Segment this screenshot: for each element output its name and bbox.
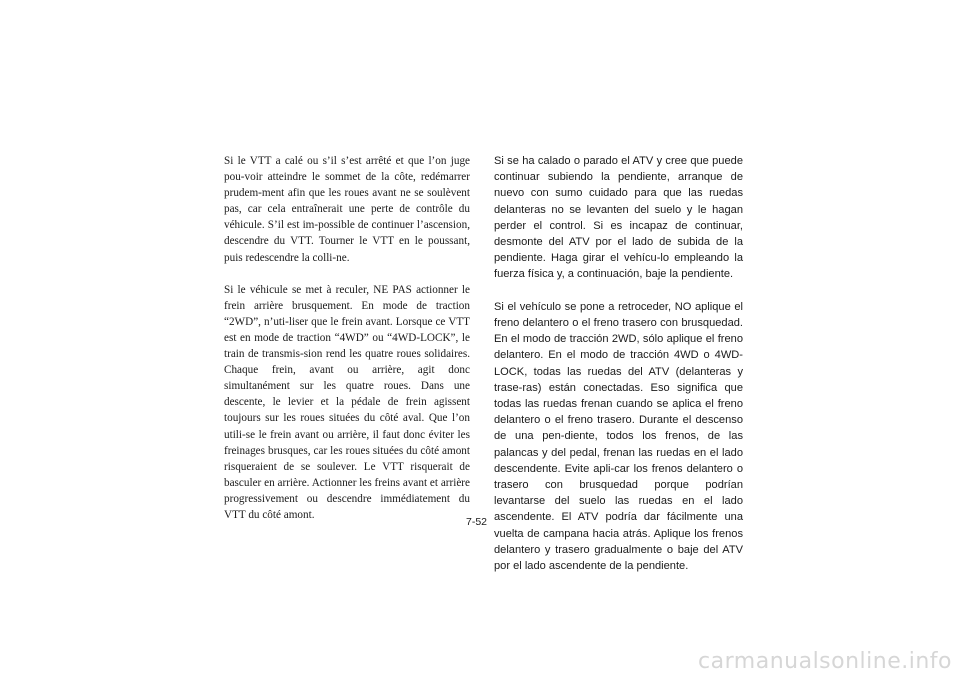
watermark: carmanualsonline.info [698, 649, 952, 674]
french-paragraph-rollback: Si le véhicule se met à reculer, NE PAS actionner le frein arrière brusquement. En mode de traction “2WD”, n’uti-liser que le frein avant. Lorsque ce VTT est en mode de traction “4WD” ou “4WD-LOCK”, le train de transmis-sion rend les quatre roues solidaires. Chaque frein, avant ou arrière, agit donc simultanément sur les quatre roues. Dans une descente, le levier et la pédale de frein agissent toujours sur les roues situées du côté aval. Que l’on utili-se le frein avant ou arrière, il faut donc éviter les freinages brusques, car les roues situées du côté amont risqueraient de se soulever. Le VTT risquerait de basculer en arrière. Actionner les freins avant et arrière progressivement ou descendre immédiatement du VTT du côté amont. [224, 283, 470, 521]
french-column [224, 153, 470, 539]
spanish-column [494, 153, 743, 590]
page-number: 7-52 [466, 516, 488, 528]
french-paragraph-stall: Si le VTT a calé ou s’il s’est arrêté et que l’on juge pou-voir atteindre le sommet de la côte, redémarrer prudem-ment afin que les roues avant ne se soulèvent pas, car cela entraînerait une perte de contrôle du véhicule. S’il est im-possible de continuer l’ascension, descendre du VTT. Tourner le VTT en le poussant, puis redescendre la colli-ne. [224, 155, 470, 264]
spanish-paragraph-stall: Si se ha calado o parado el ATV y cree que puede continuar subiendo la pendiente, arranque de nuevo con sumo cuidado para que las ruedas delanteras no se levanten del suelo y le hagan perder el control. Si es incapaz de continuar, desmonte del ATV por el lado de subida de la pendiente. Haga girar el vehícu-lo empleando la fuerza física y, a continuación, baje la pendiente. [494, 155, 743, 281]
spanish-paragraph-rollback: Si el vehículo se pone a retroceder, NO aplique el freno delantero o el freno trasero con brusquedad. En el modo de tracción 2WD, sólo aplique el freno delantero. En el modo de tracción 4WD o 4WD-LOCK, todas las ruedas del ATV (delanteras y trase-ras) están conectadas. Eso significa que todas las ruedas frenan cuando se aplica el freno delantero o el freno trasero. Durante el descenso de una pen-diente, todos los frenos, de las palancas y del pedal, frenan las ruedas en el lado descendente. Evite apli-car los frenos delantero o trasero con brusquedad porque podrían levantarse del suelo las ruedas en el lado ascendente. El ATV podría dar fácilmente una vuelta de campana hacia atrás. Aplique los frenos delantero y trasero gradualmente o baje del ATV por el lado ascendente de la pendiente. [494, 300, 743, 573]
